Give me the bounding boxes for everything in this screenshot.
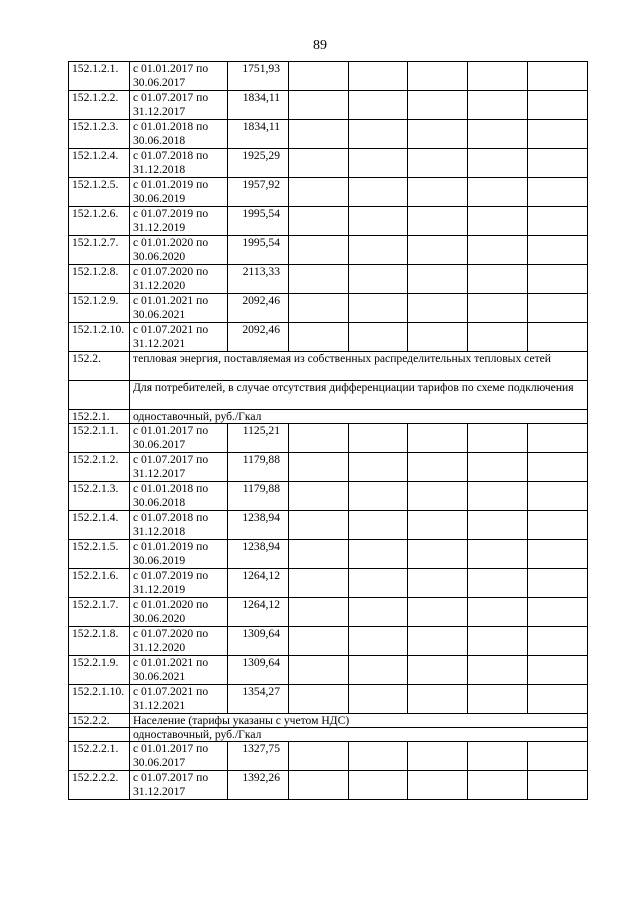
tariff-value-cell: 1392,26 [228, 771, 289, 800]
empty-cell [289, 627, 349, 656]
empty-cell [468, 294, 528, 323]
empty-cell [408, 236, 468, 265]
period-cell: с 01.01.2021 по 30.06.2021 [130, 656, 228, 685]
tariff-value-cell: 1309,64 [228, 656, 289, 685]
table-row [69, 294, 588, 323]
row-code-cell: 152.1.2.5. [69, 178, 130, 207]
tariff-value-cell: 1957,92 [228, 178, 289, 207]
row-code-cell: 152.1.2.2. [69, 91, 130, 120]
table-section-row [69, 381, 588, 410]
tariff-value-cell: 1995,54 [228, 236, 289, 265]
empty-cell [349, 323, 408, 352]
empty-cell [468, 207, 528, 236]
empty-cell [468, 656, 528, 685]
empty-cell [468, 540, 528, 569]
empty-cell [289, 511, 349, 540]
tariff-value-cell: 1751,93 [228, 62, 289, 91]
row-code-cell: 152.2.1.2. [69, 453, 130, 482]
table-row [69, 771, 588, 800]
empty-cell [408, 511, 468, 540]
tariff-value-cell: 1264,12 [228, 569, 289, 598]
tariff-value-cell: 1354,27 [228, 685, 289, 714]
row-code-cell: 152.1.2.1. [69, 62, 130, 91]
table-row [69, 656, 588, 685]
empty-cell [349, 569, 408, 598]
empty-cell [349, 656, 408, 685]
empty-cell [528, 294, 588, 323]
period-cell: с 01.01.2017 по 30.06.2017 [130, 742, 228, 771]
tariff-value-cell: 1238,94 [228, 540, 289, 569]
table-row [69, 120, 588, 149]
tariff-value-cell: 1238,94 [228, 511, 289, 540]
tariff-value-cell: 1179,88 [228, 482, 289, 511]
empty-cell [289, 207, 349, 236]
empty-cell [349, 771, 408, 800]
tariff-value-cell: 1925,29 [228, 149, 289, 178]
row-code-cell: 152.2.1.8. [69, 627, 130, 656]
table-row [69, 178, 588, 207]
empty-cell [349, 178, 408, 207]
empty-cell [289, 569, 349, 598]
table-row [69, 598, 588, 627]
period-cell: с 01.07.2020 по 31.12.2020 [130, 265, 228, 294]
row-code-cell: 152.1.2.4. [69, 149, 130, 178]
empty-cell [468, 453, 528, 482]
empty-cell [408, 685, 468, 714]
period-cell: с 01.01.2018 по 30.06.2018 [130, 120, 228, 149]
empty-cell [349, 540, 408, 569]
empty-cell [349, 685, 408, 714]
tariff-value-cell: 1125,21 [228, 424, 289, 453]
row-code-cell: 152.1.2.3. [69, 120, 130, 149]
tariff-label-cell: одноставочный, руб./Гкал [130, 728, 588, 742]
empty-cell [408, 149, 468, 178]
tariff-value-cell: 1179,88 [228, 453, 289, 482]
table-row [69, 207, 588, 236]
empty-cell [289, 323, 349, 352]
row-code-cell: 152.2.1.4. [69, 511, 130, 540]
table-row [69, 62, 588, 91]
empty-cell [349, 207, 408, 236]
tariff-value-cell: 2113,33 [228, 265, 289, 294]
table-row [69, 482, 588, 511]
row-code-cell: 152.1.2.10. [69, 323, 130, 352]
empty-cell [349, 265, 408, 294]
empty-cell [349, 62, 408, 91]
empty-cell [528, 569, 588, 598]
period-cell: с 01.01.2017 по 30.06.2017 [130, 424, 228, 453]
tariff-value-cell: 1834,11 [228, 91, 289, 120]
empty-cell [468, 482, 528, 511]
empty-cell [408, 91, 468, 120]
section-title-cell: Для потребителей, в случае отсутствия дифференциации тарифов по схеме подключения [130, 381, 588, 410]
empty-cell [349, 511, 408, 540]
row-code-cell: 152.2.1.1. [69, 424, 130, 453]
empty-cell [528, 742, 588, 771]
table-row [69, 149, 588, 178]
empty-cell [408, 482, 468, 511]
empty-cell [408, 323, 468, 352]
empty-cell [468, 511, 528, 540]
empty-cell [349, 627, 408, 656]
empty-cell [528, 598, 588, 627]
empty-cell [468, 685, 528, 714]
period-cell: с 01.01.2018 по 30.06.2018 [130, 482, 228, 511]
section-title-cell: тепловая энергия, поставляемая из собственных распределительных тепловых сетей [130, 352, 588, 381]
empty-cell [349, 424, 408, 453]
row-code-cell: 152.1.2.6. [69, 207, 130, 236]
empty-cell [408, 771, 468, 800]
table-row [69, 236, 588, 265]
empty-cell [289, 656, 349, 685]
empty-cell [289, 453, 349, 482]
empty-cell [468, 569, 528, 598]
empty-cell [528, 685, 588, 714]
empty-cell [289, 120, 349, 149]
empty-cell [528, 178, 588, 207]
table-section-row [69, 728, 588, 742]
table-row [69, 627, 588, 656]
empty-cell [408, 627, 468, 656]
empty-cell [349, 120, 408, 149]
empty-cell [289, 149, 349, 178]
period-cell: с 01.01.2019 по 30.06.2019 [130, 178, 228, 207]
empty-cell [408, 540, 468, 569]
period-cell: с 01.07.2019 по 31.12.2019 [130, 569, 228, 598]
period-cell: с 01.07.2019 по 31.12.2019 [130, 207, 228, 236]
empty-cell [289, 771, 349, 800]
empty-cell [289, 91, 349, 120]
row-code-cell: 152.2.2. [69, 714, 130, 728]
empty-cell [408, 294, 468, 323]
empty-cell [528, 120, 588, 149]
table-row [69, 323, 588, 352]
table-row [69, 453, 588, 482]
row-code-cell [69, 728, 130, 742]
empty-cell [468, 91, 528, 120]
row-code-cell: 152.2.1.9. [69, 656, 130, 685]
empty-cell [468, 62, 528, 91]
row-code-cell: 152.2.1.7. [69, 598, 130, 627]
empty-cell [528, 265, 588, 294]
tariff-value-cell: 1327,75 [228, 742, 289, 771]
empty-cell [408, 453, 468, 482]
empty-cell [528, 62, 588, 91]
period-cell: с 01.01.2019 по 30.06.2019 [130, 540, 228, 569]
empty-cell [289, 540, 349, 569]
empty-cell [289, 265, 349, 294]
tariff-table [68, 61, 588, 800]
table-section-row [69, 352, 588, 381]
row-code-cell: 152.1.2.7. [69, 236, 130, 265]
empty-cell [468, 236, 528, 265]
empty-cell [468, 598, 528, 627]
period-cell: с 01.07.2020 по 31.12.2020 [130, 627, 228, 656]
empty-cell [468, 424, 528, 453]
period-cell: с 01.07.2018 по 31.12.2018 [130, 149, 228, 178]
period-cell: с 01.07.2017 по 31.12.2017 [130, 453, 228, 482]
empty-cell [528, 540, 588, 569]
empty-cell [349, 598, 408, 627]
empty-cell [528, 236, 588, 265]
row-code-cell: 152.2.2.2. [69, 771, 130, 800]
table-row [69, 540, 588, 569]
empty-cell [468, 265, 528, 294]
empty-cell [468, 771, 528, 800]
empty-cell [289, 424, 349, 453]
tariff-table-body [69, 62, 588, 800]
tariff-label-cell: одноставочный, руб./Гкал [130, 410, 588, 424]
tariff-value-cell: 2092,46 [228, 323, 289, 352]
empty-cell [289, 742, 349, 771]
table-row [69, 424, 588, 453]
empty-cell [408, 569, 468, 598]
tariff-value-cell: 2092,46 [228, 294, 289, 323]
empty-cell [528, 424, 588, 453]
period-cell: с 01.01.2020 по 30.06.2020 [130, 598, 228, 627]
empty-cell [468, 178, 528, 207]
row-code-cell: 152.2.1.3. [69, 482, 130, 511]
empty-cell [408, 62, 468, 91]
row-code-cell: 152.2.1.5. [69, 540, 130, 569]
period-cell: с 01.07.2021 по 31.12.2021 [130, 323, 228, 352]
empty-cell [528, 771, 588, 800]
empty-cell [468, 627, 528, 656]
tariff-value-cell: 1264,12 [228, 598, 289, 627]
empty-cell [289, 482, 349, 511]
period-cell: с 01.07.2018 по 31.12.2018 [130, 511, 228, 540]
tariff-value-cell: 1834,11 [228, 120, 289, 149]
page-number: 89 [313, 38, 327, 53]
empty-cell [528, 482, 588, 511]
empty-cell [408, 424, 468, 453]
empty-cell [349, 453, 408, 482]
period-cell: с 01.07.2017 по 31.12.2017 [130, 91, 228, 120]
table-section-row [69, 410, 588, 424]
tariff-label-cell: Население (тарифы указаны с учетом НДС) [130, 714, 588, 728]
empty-cell [528, 627, 588, 656]
empty-cell [349, 742, 408, 771]
empty-cell [349, 236, 408, 265]
empty-cell [408, 178, 468, 207]
tariff-value-cell: 1995,54 [228, 207, 289, 236]
empty-cell [528, 323, 588, 352]
empty-cell [289, 236, 349, 265]
row-code-cell: 152.2. [69, 352, 130, 381]
empty-cell [528, 207, 588, 236]
row-code-cell: 152.1.2.9. [69, 294, 130, 323]
empty-cell [349, 482, 408, 511]
empty-cell [289, 685, 349, 714]
empty-cell [408, 742, 468, 771]
empty-cell [349, 91, 408, 120]
period-cell: с 01.07.2017 по 31.12.2017 [130, 771, 228, 800]
empty-cell [349, 149, 408, 178]
empty-cell [528, 453, 588, 482]
empty-cell [408, 207, 468, 236]
empty-cell [408, 120, 468, 149]
empty-cell [528, 149, 588, 178]
empty-cell [468, 742, 528, 771]
empty-cell [408, 598, 468, 627]
empty-cell [528, 511, 588, 540]
table-row [69, 91, 588, 120]
table-row [69, 742, 588, 771]
table-row [69, 685, 588, 714]
empty-cell [289, 598, 349, 627]
tariff-value-cell: 1309,64 [228, 627, 289, 656]
empty-cell [408, 265, 468, 294]
empty-cell [468, 323, 528, 352]
empty-cell [349, 294, 408, 323]
period-cell: с 01.01.2021 по 30.06.2021 [130, 294, 228, 323]
row-code-cell: 152.1.2.8. [69, 265, 130, 294]
table-section-row [69, 714, 588, 728]
empty-cell [289, 294, 349, 323]
empty-cell [468, 120, 528, 149]
empty-cell [289, 62, 349, 91]
empty-cell [289, 178, 349, 207]
table-row [69, 569, 588, 598]
empty-cell [528, 91, 588, 120]
row-code-cell: 152.2.1. [69, 410, 130, 424]
table-row [69, 265, 588, 294]
empty-cell [408, 656, 468, 685]
row-code-cell: 152.2.2.1. [69, 742, 130, 771]
row-code-cell: 152.2.1.10. [69, 685, 130, 714]
period-cell: с 01.01.2017 по 30.06.2017 [130, 62, 228, 91]
row-code-cell: 152.2.1.6. [69, 569, 130, 598]
period-cell: с 01.01.2020 по 30.06.2020 [130, 236, 228, 265]
empty-cell [468, 149, 528, 178]
empty-cell [528, 656, 588, 685]
period-cell: с 01.07.2021 по 31.12.2021 [130, 685, 228, 714]
row-code-cell [69, 381, 130, 410]
table-row [69, 511, 588, 540]
